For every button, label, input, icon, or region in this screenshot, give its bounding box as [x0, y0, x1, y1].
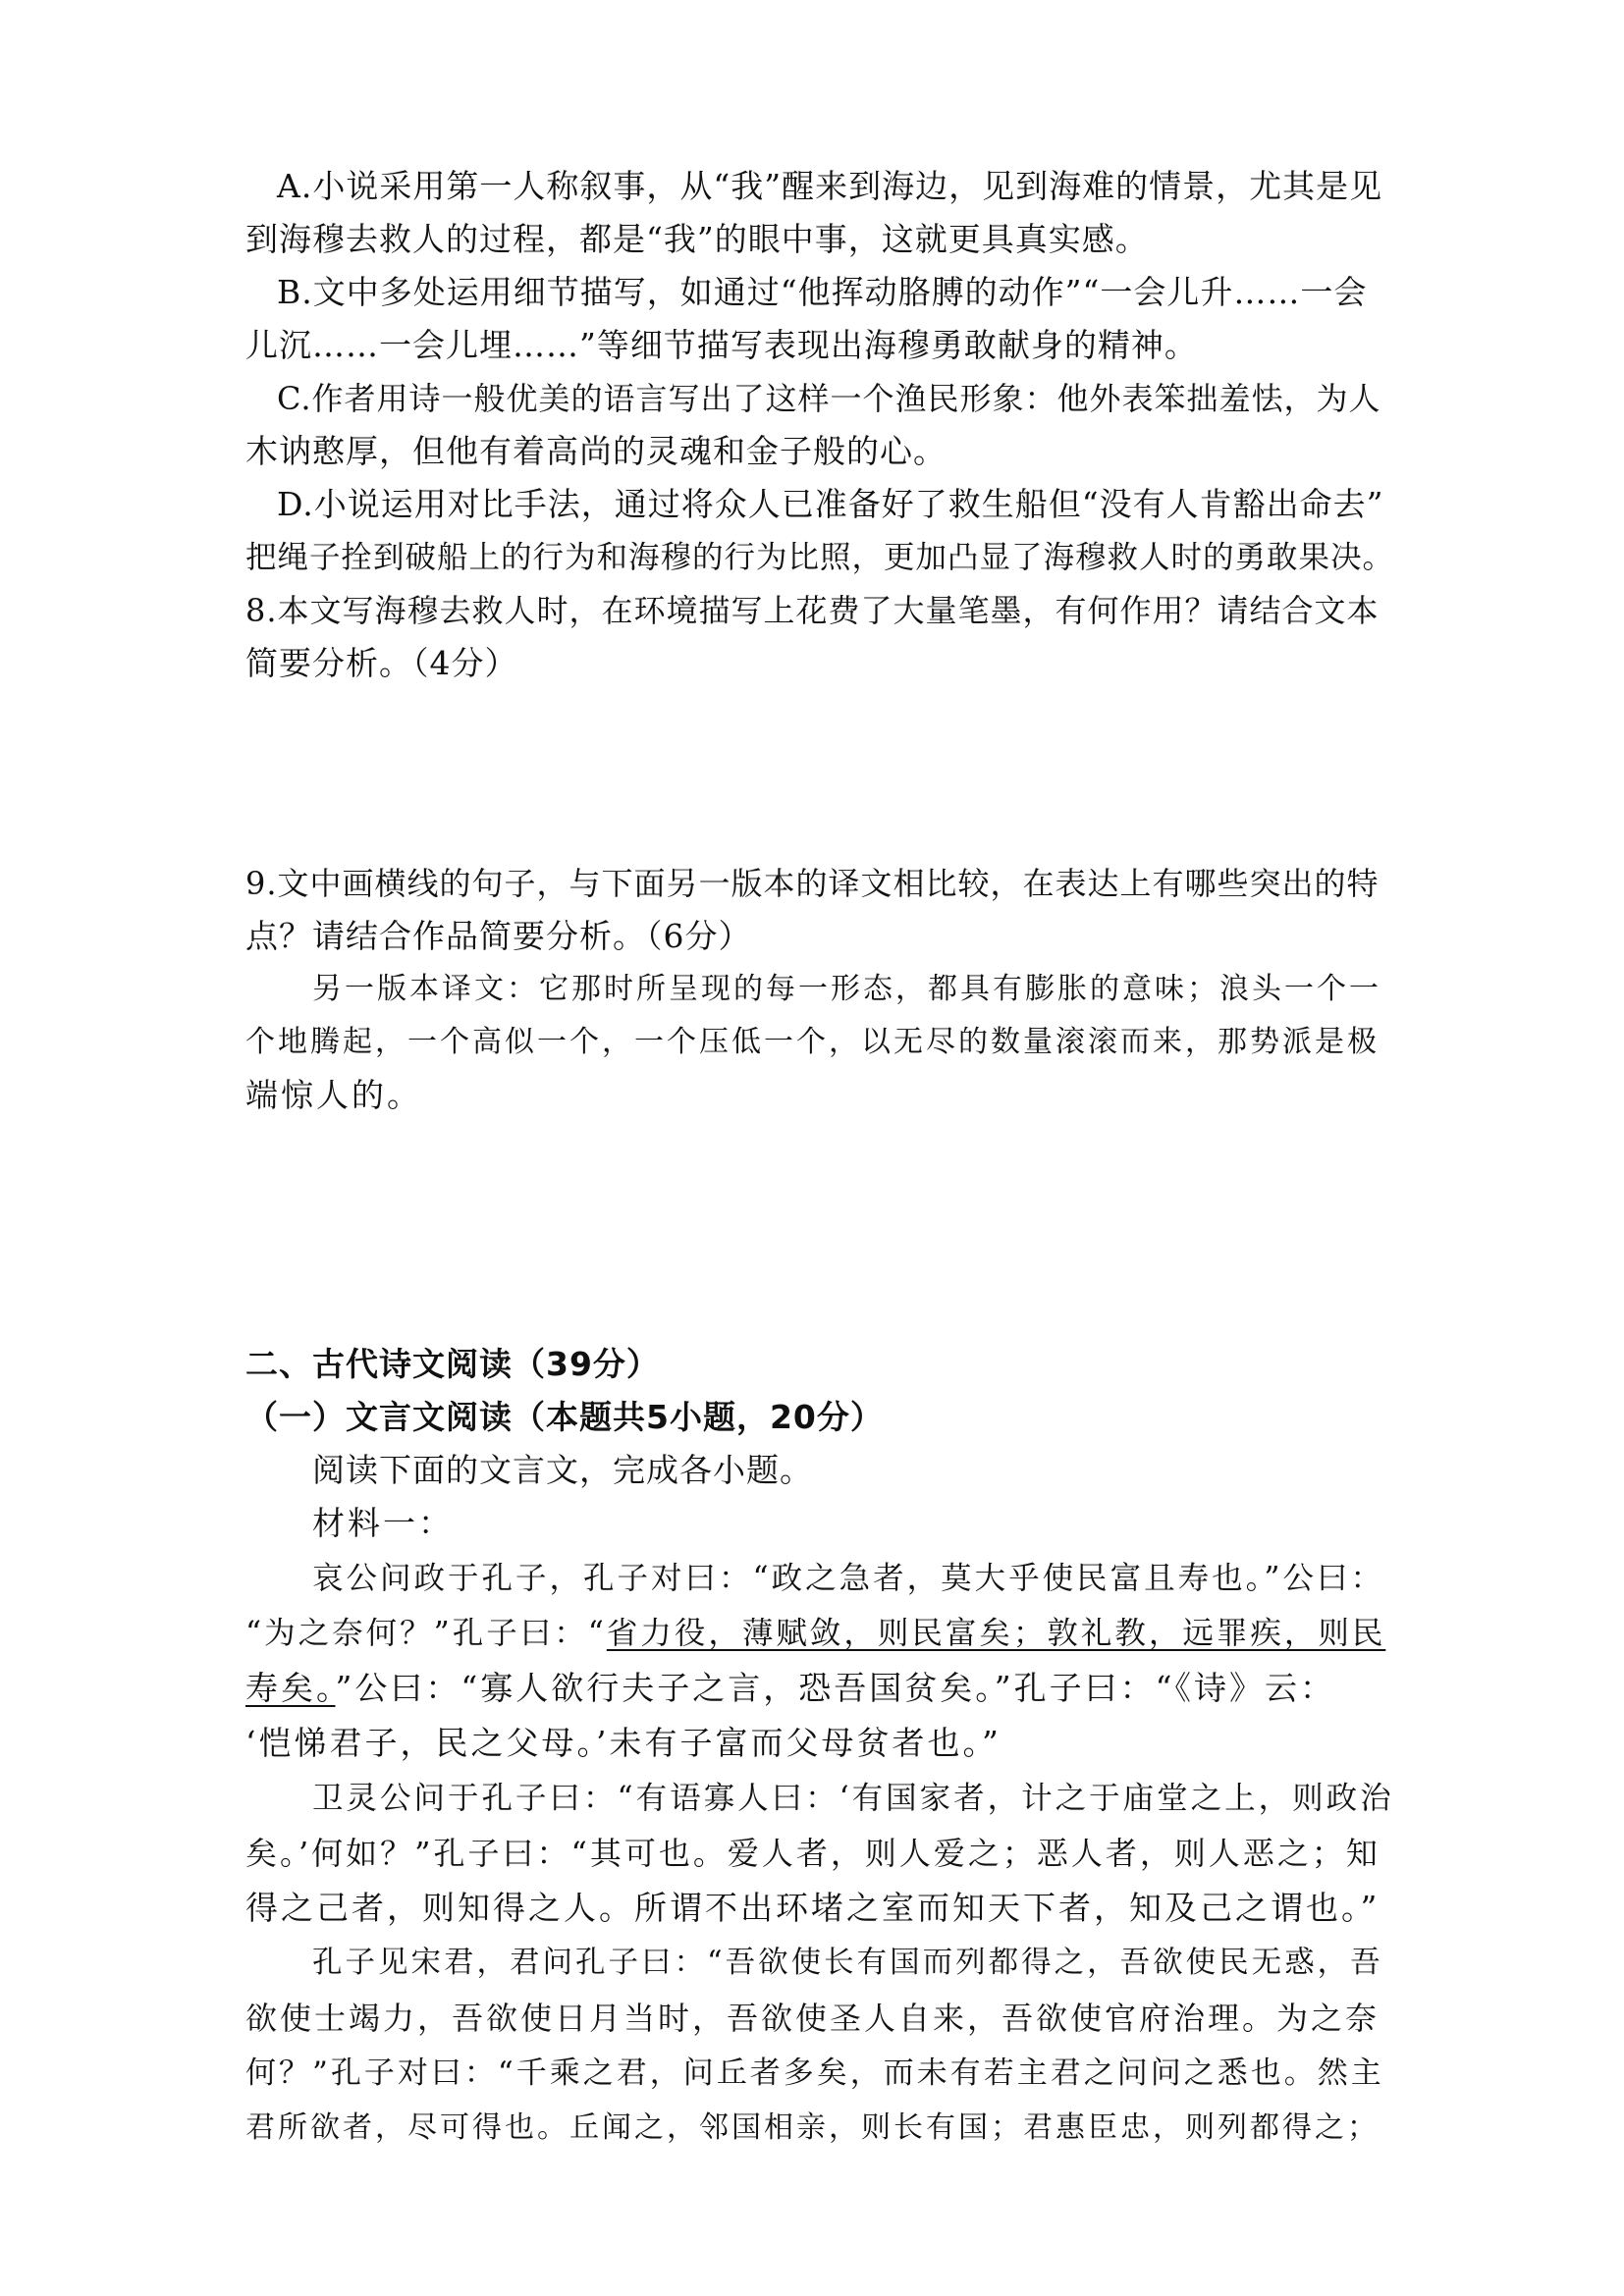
- passage-1-line-3-rest: ”公曰：“寡人欲行夫子之言，恐吾国贫矣。”孔子曰：“《诗》云：: [335, 1669, 1335, 1707]
- option-d-line-2: 把绳子拴到破船上的行为和海穆的行为比照，更加凸显了海穆救人时的勇敢果决。: [245, 540, 1395, 575]
- underlined-sentence-part-2: 寿矣。: [245, 1669, 336, 1707]
- subsection-title: （一）文言文阅读（本题共5小题，20分）: [245, 1398, 884, 1436]
- option-c-line-1: C.作者用诗一般优美的语言写出了这样一个渔民形象：他外表笨拙羞怯，为人: [277, 380, 1381, 417]
- question-9-line-2: 点？请结合作品简要分析。（6分）: [245, 917, 752, 955]
- option-b-line-1: B.文中多处运用细节描写，如通过“他挥动胳膊的动作”“一会儿升……一会: [277, 273, 1368, 311]
- passage-2-line-2: 矣。’何如？”孔子曰：“其可也。爱人者，则人爱之；恶人者，则人恶之；知: [245, 1835, 1380, 1872]
- instruction-text: 阅读下面的文言文，完成各小题。: [312, 1451, 813, 1489]
- passage-2-line-3: 得之己者，则知得之人。所谓不出环堵之室而知天下者，知及己之谓也。”: [245, 1889, 1380, 1927]
- option-b-line-2: 儿沉……一会儿埋……”等细节描写表现出海穆勇敢献身的精神。: [245, 326, 1198, 364]
- option-c-line-2: 木讷憨厚，但他有着高尚的灵魂和金子般的心。: [245, 432, 947, 470]
- translation-line-3: 端惊人的。: [245, 1076, 422, 1114]
- passage-1-line-3: [245, 1661, 1394, 1716]
- passage-3-line-3: 何？”孔子对曰：“千乘之君，问丘者多矣，而未有若主君之问问之悉也。然主: [245, 2056, 1384, 2091]
- question-9-line-1: 9.文中画横线的句子，与下面另一版本的译文相比较，在表达上有哪些突出的特: [245, 865, 1380, 902]
- passage-3-line-2: 欲使士竭力，吾欲使日月当时，吾欲使圣人自来，吾欲使官府治理。为之奈: [245, 2000, 1380, 2037]
- question-8-line-2: 简要分析。（4分）: [245, 644, 518, 682]
- question-8-line-1: 8.本文写海穆去救人时，在环境描写上花费了大量笔墨，有何作用？请结合文本: [245, 592, 1380, 629]
- section-title: 二、古代诗文阅读（39分）: [245, 1345, 660, 1383]
- option-a-line-1: A.小说采用第一人称叙事，从“我”醒来到海边，见到海难的情景，尤其是见: [277, 167, 1383, 205]
- passage-2-line-1: 卫灵公问于孔子曰：“有语寡人曰：‘有国家者，计之于庙堂之上，则政治: [312, 1781, 1394, 1816]
- translation-line-1: 另一版本译文：它那时所呈现的每一形态，都具有膨胀的意味；浪头一个一: [312, 972, 1381, 1006]
- passage-1-line-2-start: “为之奈何？”孔子曰：“: [245, 1616, 607, 1651]
- passage-1-line-4: ‘恺悌君子，民之父母。’未有子富而父母贫者也。”: [245, 1724, 1001, 1762]
- passage-1-line-2: [245, 1606, 1394, 1661]
- material-label: 材料一：: [312, 1504, 454, 1542]
- translation-line-2: 个地腾起，一个高似一个，一个压低一个，以无尽的数量滚滚而来，那势派是极: [245, 1025, 1380, 1059]
- passage-3-line-4: 君所欲者，尽可得也。丘闻之，邻国相亲，则长有国；君惠臣忠，则列都得之；: [245, 2110, 1380, 2145]
- underlined-sentence-part-1: 省力役，薄赋敛，则民富矣；敦礼教，远罪疾，则民: [606, 1616, 1386, 1651]
- passage-1-line-1: 哀公问政于孔子，孔子对曰：“政之急者，莫大乎使民富且寿也。”公曰：: [312, 1561, 1384, 1596]
- option-d-line-1: D.小说运用对比手法，通过将众人已准备好了救生船但“没有人肯豁出命去”: [277, 485, 1384, 523]
- option-a-line-2: 到海穆去救人的过程，都是“我”的眼中事，这就更具真实感。: [245, 220, 1149, 258]
- passage-3-line-1: 孔子见宋君，君问孔子曰：“吾欲使长有国而列都得之，吾欲使民无惑，吾: [312, 1946, 1383, 1980]
